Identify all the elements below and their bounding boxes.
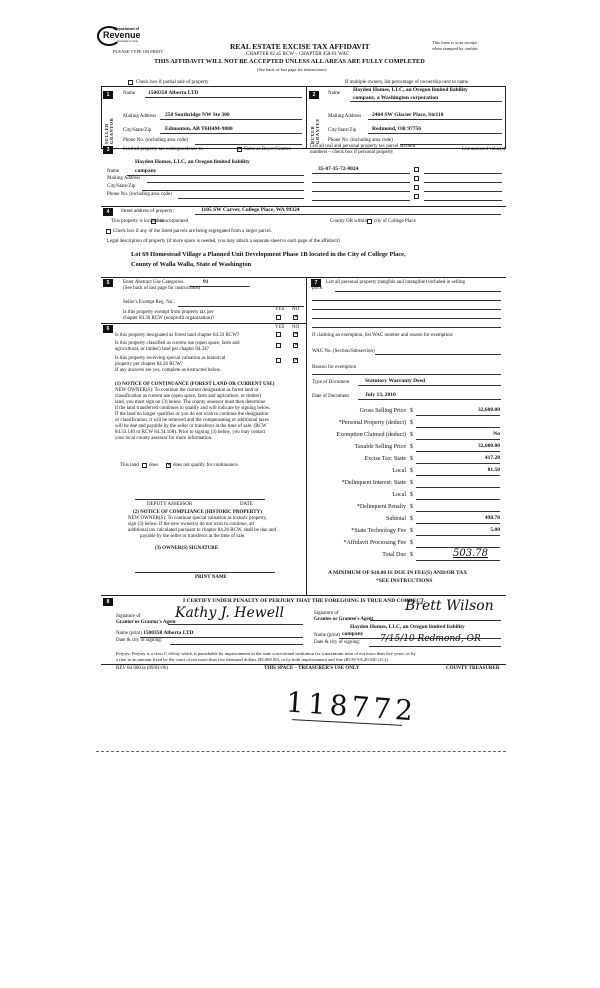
tax-line-value[interactable]: 5.00 [490, 527, 500, 533]
grantee-name-print[interactable]: company [342, 631, 364, 637]
tax-line-dollar: $ [410, 444, 413, 450]
this-land-label: This land [120, 463, 139, 468]
grantee-signature-label-1: Signature of [314, 611, 339, 616]
reason-exemption-label: Reason for exemption [312, 365, 357, 370]
section5-yes: YES [275, 307, 285, 312]
historic-title: (2) NOTICE OF COMPLIANCE (HISTORIC PROPERTY) [133, 510, 262, 515]
tax-line-label: Total Due [382, 552, 406, 558]
section-8-number: 8 [103, 598, 113, 606]
deputy-assessor-label: DEPUTY ASSESSOR [147, 502, 193, 507]
located-in-label: This property is located in [111, 219, 164, 224]
see-instructions: *SEE INSTRUCTIONS [376, 578, 433, 584]
historic-no-checkbox[interactable]: ✕ [294, 357, 299, 363]
tax-line-dollar: $ [410, 492, 413, 498]
tax-line [306, 454, 506, 466]
handwritten-stamp-number: 118772 [285, 685, 418, 728]
land-does-checkbox[interactable] [142, 463, 147, 468]
tax-line-label: Subtotal [385, 516, 406, 522]
grantor-name-print[interactable]: 1500358 Alberta LTD [143, 630, 194, 636]
tax-line-label: Exemption Claimed (deduct) [336, 432, 406, 438]
tax-recipient-phone-label: Phone No. (including area code) [107, 192, 172, 197]
county-within-label: County OR within [330, 219, 367, 224]
continuance-title: (1) NOTICE OF CONTINUANCE (FOREST LAND OR CURRENT USE) [115, 382, 275, 387]
form-chapter: CHAPTER 82.45 RCW – CHAPTER 458-61 WAC [246, 52, 350, 57]
buyer-side-label: BUYER GRANTEE [310, 118, 320, 144]
street-address-label: Street address of property: [121, 209, 174, 214]
grantee-signature[interactable]: Brett Wilson [405, 598, 494, 614]
buyer-city-field[interactable]: Redmond, OR 97756 [372, 126, 422, 132]
tax-line [306, 430, 506, 442]
buyer-name-field-1[interactable]: Hayden Homes, LLC, an Oregon limited liability [353, 87, 468, 93]
seller-name-label: Name [123, 91, 135, 96]
historic-text-2: NEW OWNER(S): To continue special valuation as historic property, [128, 516, 267, 521]
if-yes-note: If any answers are yes, complete as instructed below. [115, 368, 222, 373]
legal-description-line-1[interactable]: Lot 69 Homestead Village a Planned Unit Development Phase 1B located in the City of College Place, [131, 251, 406, 258]
section6-yes: YES [275, 325, 285, 330]
seller-city-label: City/State/Zip [123, 128, 152, 133]
section6-no: NO [292, 325, 300, 330]
tax-line-dollar: $ [410, 468, 413, 474]
continuance-text-10: your local county assessor for more information. [115, 436, 213, 441]
historic-question-1: Is this property receiving special valuation as historical [115, 356, 226, 361]
parcel-list-note-2: numbers – check box if personal property [310, 150, 394, 155]
certify-statement: I CERTIFY UNDER PENALTY OF PERJURY THAT THE FOREGOING IS TRUE AND CORRECT. [183, 598, 426, 604]
continuance-text-6: If the land no longer qualifies or you do not wish to continue the designation [115, 412, 269, 417]
city-of-label: city of College Place [374, 219, 416, 224]
buyer-phone-label: Phone No. (including area code) [328, 138, 393, 143]
parcel-list-note-1: List all real and personal property tax parcel account [310, 144, 416, 149]
revision-number: REV 84 0001a (09/01/06) [116, 666, 168, 671]
tax-line [306, 490, 506, 502]
section5-no: NO [292, 307, 300, 312]
tax-computation-table [306, 406, 506, 559]
continuance-text-9: 84.33.140 or RCW 84.34.108). Prior to signing (3) below, you may contact [115, 430, 266, 435]
receipt-note-1: This form is your receipt [432, 40, 477, 45]
use-category-field[interactable]: 91 [203, 279, 209, 285]
tax-recipient-mailing-label: Mailing Address [107, 176, 141, 181]
current-use-question-2: agricultural, or timber) land per chapter 84.34? [115, 347, 209, 352]
land-does-not-label: does not qualify for continuance. [173, 463, 239, 468]
seller-city-field[interactable]: Edmonton, AB T6H4M-9000 [165, 126, 233, 132]
section-6-number: 6 [103, 325, 113, 333]
please-type: PLEASE TYPE OR PRINT [113, 49, 164, 54]
tax-line [306, 526, 506, 538]
tax-recipient-name-2[interactable]: company [135, 168, 157, 174]
tax-line-value[interactable]: 498.78 [484, 515, 500, 521]
tax-line-label: Local [392, 468, 406, 474]
tax-line-total [306, 550, 506, 564]
tax-line-label: Local [392, 492, 406, 498]
unincorporated-checkbox[interactable] [151, 219, 156, 224]
nonprofit-question-1: Is this property exempt from property tax per [123, 310, 214, 315]
nonprofit-question-2: chapter 84.36 RCW (nonprofit organization)? [123, 316, 215, 321]
grantee-date-city[interactable]: 7/15/10 Redmond, OR [380, 634, 481, 644]
buyer-mailing-field[interactable]: 2464 SW Glacier Place, Ste110 [372, 112, 444, 118]
segregated-label: Check box if any of the listed parcels are being segregated from a larger parcel. [113, 229, 272, 234]
tax-line-dollar: $ [410, 540, 413, 546]
city-of-checkbox[interactable] [367, 219, 372, 224]
grantor-signature[interactable]: Kathy J. Hewell [175, 605, 284, 621]
tax-recipient-name-label: Name [107, 169, 119, 174]
logo-line-2: Revenue [103, 30, 141, 40]
tax-recipient-city-label: City/State/Zip [107, 184, 136, 189]
parcel-number-field[interactable]: 35-07-35-72-0024 [318, 166, 359, 172]
legal-description-label: Legal description of property (if more space is needed, you may attach a separate sheet to each page of the affidavit) [107, 239, 340, 244]
date-document-field[interactable]: July 13, 2010 [365, 392, 396, 398]
exemption-claim-label: If claiming an exemption, list WAC number and reason for exemption: [312, 333, 454, 338]
buyer-name-field-2[interactable]: company, a Washington corporation [353, 95, 439, 101]
parcel-personal-checkbox-4[interactable] [414, 194, 419, 199]
tax-line [306, 466, 506, 478]
tax-line [306, 478, 506, 490]
buyer-name-label: Name [328, 91, 340, 96]
buyer-mailing-label: Mailing Address [328, 114, 362, 119]
print-name-label: PRINT NAME [195, 575, 227, 580]
tax-line-dollar: $ [410, 420, 413, 426]
tax-line-value[interactable]: 32,600.00 [478, 443, 500, 449]
continuance-text-5: if the land transferred continues to qualify and will indicate by signing below. [115, 406, 271, 411]
date-label: DATE [240, 502, 253, 507]
tax-line-dollar: $ [410, 408, 413, 414]
tax-line-dollar: $ [410, 432, 413, 438]
form-title: REAL ESTATE EXCISE TAX AFFIDAVIT [230, 42, 370, 51]
seller-mailing-field[interactable]: 250 Southridge NW Ste 300 [165, 112, 230, 118]
grantor-name-print-label: Name (print) [116, 631, 142, 636]
exempt-reg-label: Seller's Exempt Reg. No.: [123, 300, 175, 305]
tax-line-value[interactable]: 417.28 [484, 455, 500, 461]
historic-text-5: payable by the seller or transferor at the time of sale. [140, 534, 246, 539]
tax-line-value[interactable]: 81.50 [487, 467, 500, 473]
tax-line-label: *Delinquent Penalty [356, 504, 406, 510]
tax-line [306, 514, 506, 526]
nonprofit-no-checkbox[interactable]: ✕ [294, 314, 299, 320]
personal-property-label-2: price. [312, 286, 324, 291]
seller-mailing-label: Mailing Address [123, 114, 157, 119]
multiple-owners-note: If multiple owners, list percentage of ownership next to name. [345, 80, 470, 85]
forest-land-question: Is this property designated as forest land chapter 84.33 RCW? [115, 333, 240, 338]
type-document-label: Type of Document [312, 380, 350, 385]
buyer-city-label: City/State/Zip [328, 128, 357, 133]
historic-yes-checkbox[interactable] [276, 358, 281, 363]
current-use-question-1: Is this property classified as current use (open space, farm and [115, 341, 240, 346]
send-tax-to: Send all property tax correspondence to: [123, 147, 204, 152]
tax-line-dollar: $ [410, 504, 413, 510]
seller-side-label: SELLER GRANTOR [104, 117, 114, 144]
total-due-handwritten[interactable]: 503.78 [453, 548, 488, 559]
unincorporated-label: unincorporated [158, 219, 189, 224]
use-category-label: Enter Abstract Use Categories [123, 280, 184, 285]
forest-land-yes-checkbox[interactable] [276, 332, 281, 337]
parcel-personal-checkbox-2[interactable] [414, 176, 419, 181]
tax-line-label: *Delinquent Interest: State [341, 480, 406, 486]
grantee-name-print-label: Name (print) [314, 633, 340, 638]
seller-name-field[interactable]: 1500358 Alberta LTD [148, 90, 199, 96]
wac-number-label: WAC No. (Section/Subsection) [312, 349, 375, 354]
current-use-no-checkbox[interactable]: ✕ [294, 342, 299, 348]
section-1-number: 1 [103, 91, 113, 99]
historic-question-2: property per chapter 84.26 RCW? [115, 362, 183, 367]
county-treasurer: COUNTY TREASURER [446, 666, 500, 671]
street-address-field[interactable]: 1105 SW Carver, College Place, WA 99324 [201, 207, 300, 213]
tax-line [306, 502, 506, 514]
logo-line-3: Washington State [117, 39, 139, 43]
tax-recipient-name-1[interactable]: Hayden Homes, LLC, an Oregon limited liability [135, 159, 250, 165]
grantor-signature-label-2: Grantor or Grantor's Agent [116, 620, 176, 625]
tax-line [306, 406, 506, 418]
tax-line-dollar: $ [410, 456, 413, 462]
same-as-buyer-checkbox[interactable]: ✕ [238, 146, 243, 152]
tax-line [306, 442, 506, 454]
tax-line-label: Gross Selling Price [359, 408, 406, 414]
assessed-value-label: List assessed value(s) [462, 147, 506, 152]
date-document-label: Date of Document [312, 394, 349, 399]
segregated-checkbox[interactable] [106, 229, 111, 234]
see-back-note: (See back of last page for instructions) [257, 67, 327, 72]
tax-line-label: Taxable Selling Price [354, 444, 406, 450]
nonprofit-yes-checkbox[interactable] [276, 315, 281, 320]
historic-text-3: sign (3) below. If the new owner(s) do not wish to continue, all [128, 522, 255, 527]
tax-line-dollar: $ [410, 516, 413, 522]
tax-line-dollar: $ [410, 480, 413, 486]
tax-line-value[interactable]: No [493, 431, 500, 437]
section-2-number: 2 [309, 91, 319, 99]
parcel-personal-checkbox-1[interactable] [414, 167, 419, 172]
receipt-note-2: when stamped by cashier. [432, 46, 479, 51]
tax-line-value[interactable]: 32,600.00 [478, 407, 500, 413]
section-4-number: 4 [103, 208, 113, 216]
historic-text-4: additional tax calculated pursuant to chapter 84.26 RCW, shall be due and [128, 528, 276, 533]
legal-description-line-2[interactable]: County of Walla Walla, State of Washington [131, 261, 252, 268]
continuance-text-3: classification as current use (open space, farm and agriculture, or timber) [115, 394, 262, 399]
grantee-date-city-label: Date & city of signing: [314, 640, 361, 645]
owner-signature-label: (3) OWNER(S) SIGNATURE [155, 546, 219, 551]
current-use-yes-checkbox[interactable] [276, 343, 281, 348]
continuance-text-4: land, you must sign on (3) below. The county assessor must then determine [115, 400, 266, 405]
section-3-number: 3 [103, 146, 113, 154]
continuance-text-2: NEW OWNER(S): To continue the current designation as forest land or [115, 388, 259, 393]
perjury-line-2: a fine in an amount fixed by the court of not more than five thousand dollars ($5,000.00), or by both imprisonment and fine (RCW 9A.20.020 (1C)). [116, 657, 389, 662]
tax-line-label: *State Technology Fee [351, 528, 406, 534]
grantee-company[interactable]: Hayden Homes, LLC, an Oregon limited liability [350, 624, 465, 630]
treasurer-use-only: THIS SPACE – TREASURER'S USE ONLY [264, 666, 360, 671]
tax-line-label: *Affidavit Processing Fee [343, 540, 406, 546]
tax-line-label: *Personal Property (deduct) [338, 420, 406, 426]
forest-land-no-checkbox[interactable]: ✕ [294, 331, 299, 337]
continuance-text-8: will be due and payable by the seller or transferor at the time of sale. (RCW [115, 424, 267, 429]
perjury-line-1: Perjury: Perjury is a class C felony which is punishable by imprisonment in the state correctional institution for a maximum term of not more than five years, or by [116, 651, 416, 656]
partial-sale-checkbox[interactable] [128, 80, 133, 85]
seller-phone-label: Phone No. (including area code) [123, 138, 188, 143]
personal-property-label-1: List all personal property (tangible and intangible) included in selling [326, 280, 465, 285]
section-7-number: 7 [311, 279, 321, 287]
grantor-date-city-label: Date & city of signing: [116, 638, 163, 643]
section-5-number: 5 [103, 279, 113, 287]
grantee-signature-label-2: Grantee or Grantee's Agent [314, 617, 374, 622]
logo-swoosh-icon [97, 26, 121, 46]
land-does-not-checkbox[interactable]: ✕ [167, 462, 172, 468]
tax-line-label: Excise Tax: State [364, 456, 406, 462]
same-as-buyer-label: Same as Buyer/Grantee [244, 147, 292, 152]
minimum-due-notice: A MINIMUM OF $10.00 IS DUE IN FEE(S) AND/OR TAX [328, 570, 468, 576]
not-accepted-notice: THIS AFFIDAVIT WILL NOT BE ACCEPTED UNLESS ALL AREAS ARE FULLY COMPLETED [154, 58, 425, 65]
grantor-signature-label-1: Signature of [116, 614, 141, 619]
type-document-field[interactable]: Statutory Warranty Deed [365, 378, 426, 384]
partial-sale-label: Check box if partial sale of property [136, 80, 209, 85]
land-does-label: does [149, 463, 159, 468]
tax-line [306, 418, 506, 430]
tax-line-dollar: $ [410, 552, 413, 558]
continuance-text-7: or classification, it will be removed and the compensating or additional taxes [115, 418, 269, 423]
use-category-see-back: (See back of last page for instructions) [123, 286, 201, 291]
parcel-personal-checkbox-3[interactable] [414, 185, 419, 190]
logo-line-1: Department of [114, 26, 139, 31]
tax-line-dollar: $ [410, 528, 413, 534]
